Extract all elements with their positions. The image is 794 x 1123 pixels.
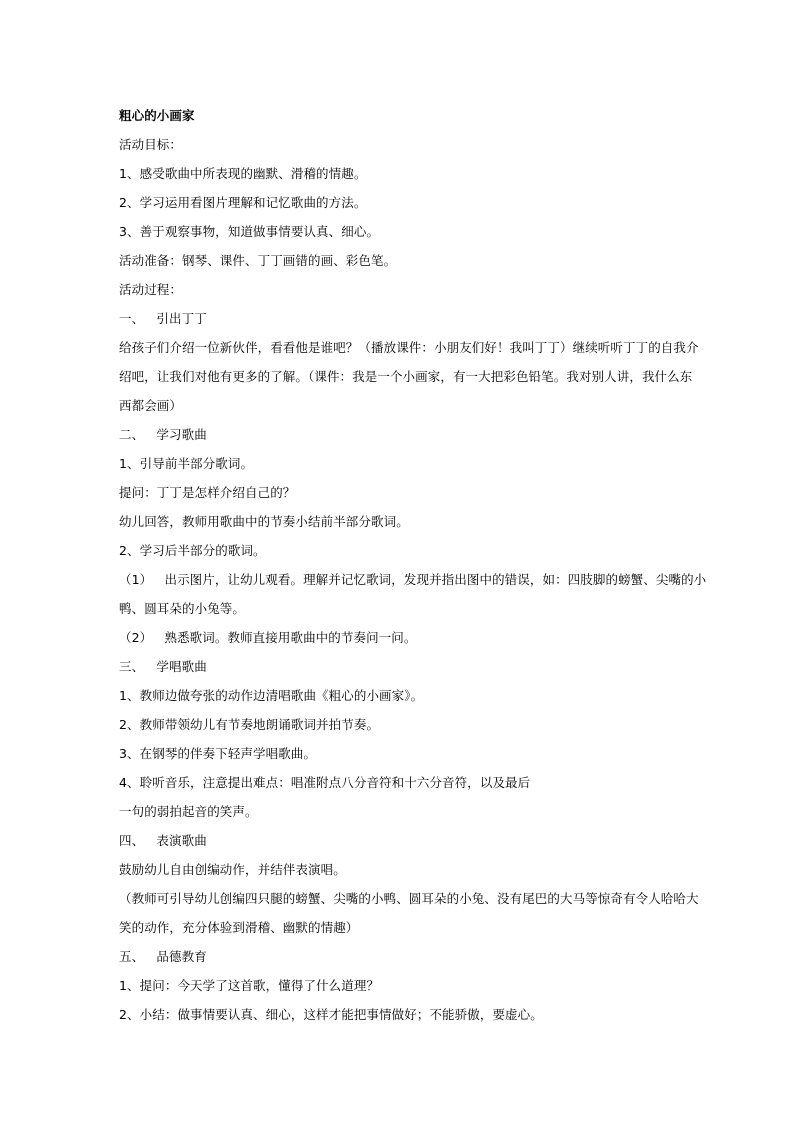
paragraph-line: 2、小结：做事情要认真、细心，这样才能把事情做好；不能骄傲，要虚心。 xyxy=(119,1007,543,1022)
goal-item: 2、学习运用看图片理解和记忆歌曲的方法。 xyxy=(119,195,367,210)
section-label-goals: 活动目标： xyxy=(119,137,183,152)
paragraph-line: 鼓励幼儿自由创编动作，并结伴表演唱。 xyxy=(119,862,346,877)
paragraph-line: 1、引导前半部分歌词。 xyxy=(119,456,254,471)
goal-item: 3、善于观察事物，知道做事情要认真、细心。 xyxy=(119,224,380,239)
step-heading: 四、 表演歌曲 xyxy=(119,833,207,848)
paragraph-line: 西都会画） xyxy=(119,398,183,413)
document-body xyxy=(119,101,707,1029)
paragraph-line: （2） 熟悉歌词。教师直接用歌曲中的节奏问一问。 xyxy=(119,630,417,645)
paragraph-line: 给孩子们介绍一位新伙伴，看看他是谁吧？（播放课件：小朋友们好！我叫丁丁）继续听听丁丁的自我介 xyxy=(119,340,699,355)
paragraph-line: 绍吧，让我们对他有更多的了解。（课件：我是一个小画家，有一大把彩色铅笔。我对别人讲，我什么东 xyxy=(119,369,693,384)
step-heading: 五、 品德教育 xyxy=(119,949,207,964)
paragraph-line: 1、提问：今天学了这首歌，懂得了什么道理？ xyxy=(119,978,380,993)
paragraph-line: 鸭、圆耳朵的小兔等。 xyxy=(119,601,246,616)
document-title: 粗心的小画家 xyxy=(119,108,195,123)
paragraph-line: 提问：丁丁是怎样介绍自己的？ xyxy=(119,485,296,500)
paragraph-line: 3、在钢琴的伴奏下轻声学唱歌曲。 xyxy=(119,746,317,761)
paragraph-line: 2、学习后半部分的歌词。 xyxy=(119,543,266,558)
paragraph-line: 幼儿回答，教师用歌曲中的节奏小结前半部分歌词。 xyxy=(119,514,409,529)
paragraph-line: 2、教师带领幼儿有节奏地朗诵歌词并拍节奏。 xyxy=(119,717,380,732)
paragraph-line: （1） 出示图片，让幼儿观看。理解并记忆歌词，发现并指出图中的错误，如：四肢脚的螃蟹、尖嘴的小 xyxy=(119,572,707,587)
paragraph-line: 4、聆听音乐，注意提出难点：唱准附点八分音符和十六分音符，以及最后 xyxy=(119,775,531,790)
section-label-process: 活动过程： xyxy=(119,282,183,297)
step-heading: 一、 引出丁丁 xyxy=(119,311,207,326)
step-heading: 三、 学唱歌曲 xyxy=(119,659,207,674)
paragraph-line: 一句的弱拍起音的笑声。 xyxy=(119,804,258,819)
goal-item: 1、感受歌曲中所表现的幽默、滑稽的情趣。 xyxy=(119,166,367,181)
paragraph-line: 1、教师边做夸张的动作边清唱歌曲《粗心的小画家》。 xyxy=(119,688,424,703)
preparation-line: 活动准备：钢琴、课件、丁丁画错的画、彩色笔。 xyxy=(119,253,397,268)
paragraph-line: （教师可引导幼儿创编四只腿的螃蟹、尖嘴的小鸭、圆耳朵的小兔、没有尾巴的大马等惊奇有令人哈哈大 xyxy=(119,891,699,906)
paragraph-line: 笑的动作，充分体验到滑稽、幽默的情趣） xyxy=(119,920,359,935)
step-heading: 二、 学习歌曲 xyxy=(119,427,207,442)
